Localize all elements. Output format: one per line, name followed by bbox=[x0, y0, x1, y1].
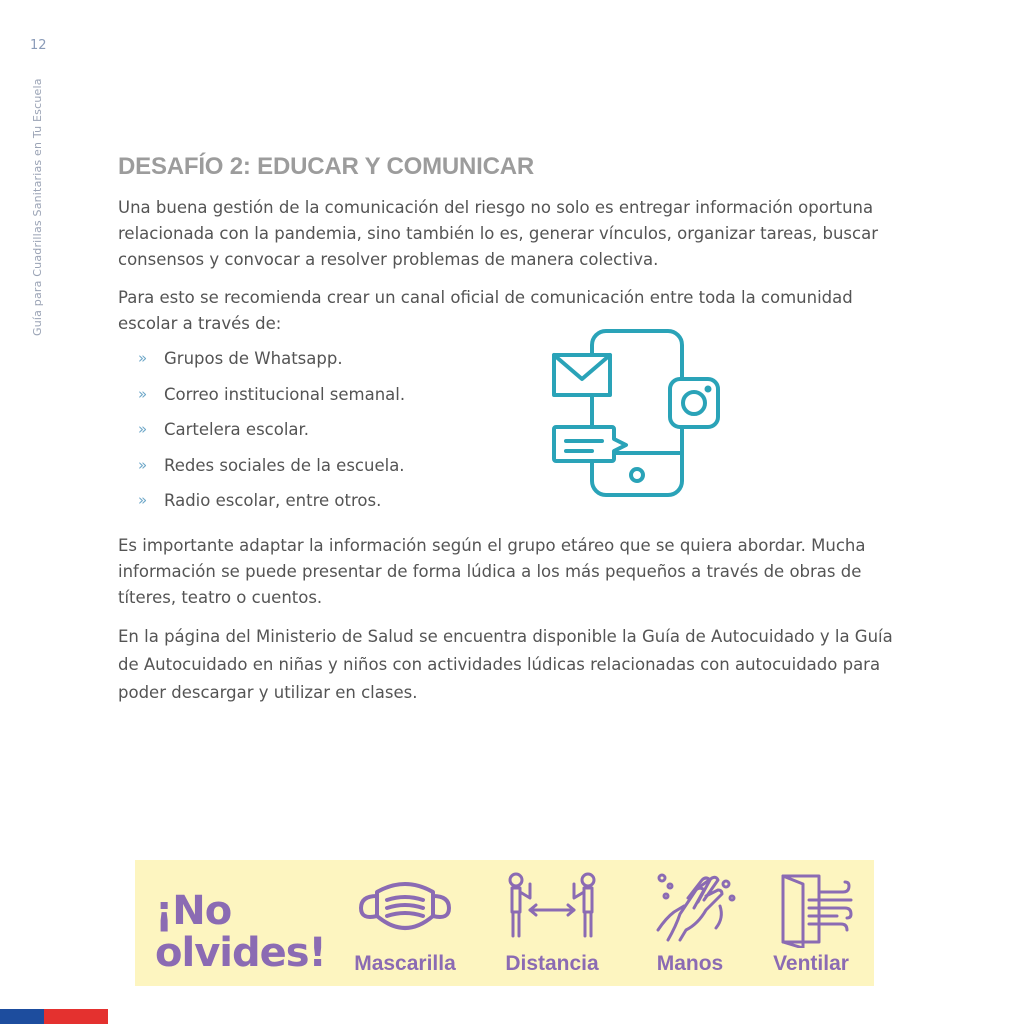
list-item bbox=[138, 483, 908, 519]
side-title: Guía para Cuadrillas Sanitarias en Tu Escuela bbox=[31, 78, 44, 336]
page-number: 12 bbox=[30, 38, 47, 53]
ventilate-icon bbox=[761, 870, 861, 948]
flag-stripe-red bbox=[44, 1009, 108, 1024]
banner-item-distancia bbox=[487, 870, 617, 976]
mask-icon bbox=[355, 870, 455, 948]
banner-label: Manos bbox=[656, 952, 724, 975]
channel-list-wrap bbox=[118, 341, 908, 519]
paragraph-4: En la página del Ministerio de Salud se encuentra disponible la Guía de Autocuidado y la Guía de Autocuidado en niñas y niños con actividades lúdicas relacionadas con autocuidado para poder descargar y utilizar en clases. bbox=[118, 627, 893, 702]
banner-item-mascarilla bbox=[340, 870, 470, 976]
list-item-label: Correo institucional semanal. bbox=[164, 384, 406, 404]
list-item-label: Grupos de Whatsapp. bbox=[164, 349, 343, 368]
paragraph-2: Para esto se recomienda crear un canal oficial de comunicación entre toda la comunidad escolar a través de: bbox=[118, 288, 853, 333]
banner-title bbox=[155, 890, 326, 974]
list-item bbox=[138, 412, 908, 448]
bullet-icon: » bbox=[138, 349, 148, 367]
list-item bbox=[138, 341, 908, 377]
bullet-icon: » bbox=[138, 491, 148, 509]
list-item-label: Redes sociales de la escuela. bbox=[164, 455, 405, 475]
hands-icon bbox=[640, 870, 740, 948]
reminder-banner bbox=[135, 860, 874, 986]
list-item-label: Cartelera escolar. bbox=[164, 420, 310, 439]
bullet-icon: » bbox=[138, 455, 148, 474]
banner-label: Ventilar bbox=[773, 952, 849, 975]
banner-title-line-2: olvides! bbox=[155, 930, 326, 976]
bullet-icon: » bbox=[138, 420, 148, 438]
banner-title-line-1: ¡No bbox=[155, 888, 232, 934]
banner-item-manos bbox=[625, 870, 755, 976]
list-item-label: Radio escolar, entre otros. bbox=[164, 491, 382, 510]
channel-list bbox=[118, 341, 908, 519]
bullet-icon: » bbox=[138, 384, 148, 403]
banner-label: Mascarilla bbox=[354, 952, 456, 975]
distance-icon bbox=[502, 870, 602, 948]
banner-label: Distancia bbox=[505, 952, 599, 975]
banner-item-ventilar bbox=[746, 870, 876, 976]
paragraph-3: Es importante adaptar la información según el grupo etáreo que se quiera abordar. Mucha información se puede presentar de forma lúdica a los más pequeños a través de obras de títeres, teatro o cuentos. bbox=[118, 536, 866, 607]
phone-communication-icon bbox=[552, 327, 728, 503]
list-item bbox=[138, 377, 908, 413]
flag-stripe-blue bbox=[0, 1009, 44, 1024]
main-content bbox=[118, 153, 908, 719]
paragraph-1: Una buena gestión de la comunicación del riesgo no solo es entregar información oportuna relacionada con la pandemia, sino también lo es, generar vínculos, organizar tareas, buscar consensos y convocar a resolver problemas de manera colectiva. bbox=[118, 198, 878, 269]
section-heading: DESAFÍO 2: EDUCAR Y COMUNICAR bbox=[118, 153, 535, 180]
list-item bbox=[138, 448, 908, 484]
